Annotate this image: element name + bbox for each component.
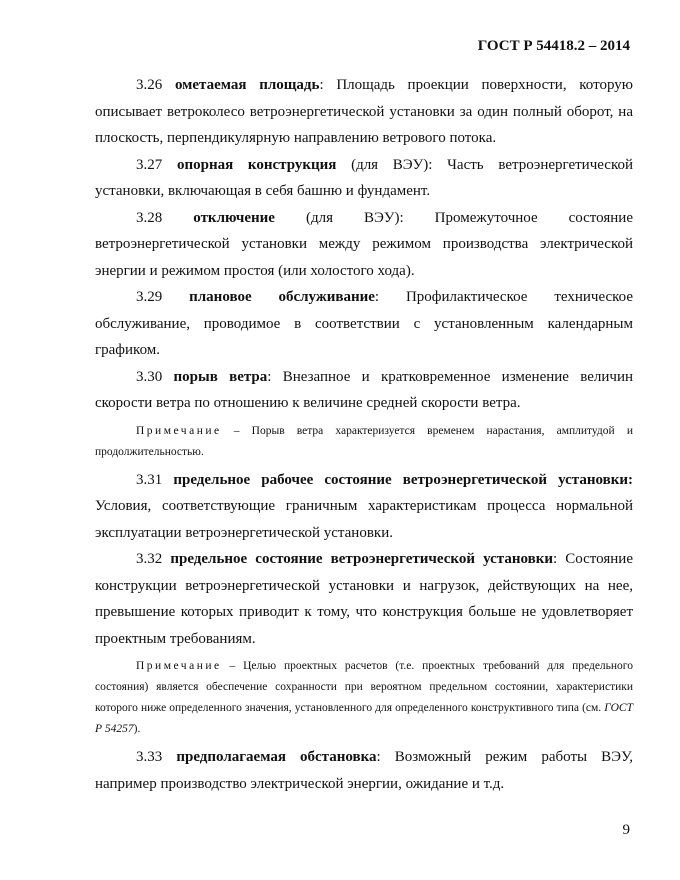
definition-entry [95,467,633,547]
entry-number: 3.31 [136,471,163,488]
entry-text: Внезапное и кратковременное изменение величин скорости ветра по отношению к величине средней скорости ветра. [95,368,633,411]
entry-text: Площадь проекции поверхности, которую описывает ветроколесо ветроэнергетической установки за один полный оборот, на плоскость, перпендикулярную направлению ветрового потока. [95,77,633,146]
entry-number: 3.33 [136,749,163,765]
entry-number: 3.26 [136,77,163,93]
entry-term: отключение [193,209,275,226]
definition-entry [95,546,633,652]
entry-number: 3.29 [136,289,163,305]
entry-number: 3.28 [136,209,163,226]
entry-number: 3.27 [136,156,163,173]
definition-entry [95,364,633,417]
entry-text: Профилактическое техническое обслуживание, проводимое в соответствии с установленным календарным графиком. [95,289,633,358]
entry-term: плановое обслуживание [189,289,375,305]
note-tail: ). [133,723,141,735]
definition-entry [95,744,633,797]
standard-reference: ГОСТ Р 54257 [95,702,633,735]
entry-term: ометаемая площадь [174,77,320,93]
definition-entry [95,205,633,285]
entry-separator: : [374,289,380,305]
definition-entry [95,152,633,205]
note-label: Примечание [136,424,222,437]
entry-text: (для ВЭУ): Часть ветроэнергетической установки, включающая в себя башню и фундамент. [95,156,633,199]
entry-text: Условия, соответствующие граничным характеристикам процесса нормальной эксплуатации ветроэнергетической установки. [95,498,633,541]
entry-text: (для ВЭУ): Промежуточное состояние ветроэнергетической установки между режимом производства электрической энергии и режимом простоя (или холостого хода). [95,209,633,279]
entry-term: порыв ветра [173,368,268,385]
entry-term: предполагаемая обстановка [176,749,377,765]
note [95,421,633,463]
document-header: ГОСТ Р 54418.2 – 2014 [477,38,630,54]
definition-entry [95,72,633,152]
entry-separator: : [552,551,558,567]
page-number: 9 [622,822,630,838]
note-text: – Целью проектных расчетов (т.е. проектных требований для предельного состояния) является обеспечение сохранности при вероятном предельном состоянии, характеристики которого ниже определенного значения, установленного для определенного конструктивного типа (см. [95,660,633,714]
note-text: – Порыв ветра характеризуется временем нарастания, амплитудой и продолжительностью. [95,424,633,458]
definition-entry [95,284,633,364]
entry-separator: : [319,77,324,93]
entry-text: Состояние конструкции ветроэнергетической установки и нагрузок, действующих на нее, превышение которых приводит к тому, что конструкция больше не удовлетворяет проектным требованиям. [95,551,633,647]
entry-separator: : [267,368,272,385]
entry-term: опорная конструкция [176,156,337,173]
entry-number: 3.30 [136,368,163,385]
document-body [95,72,633,797]
note [95,656,633,740]
entry-separator: : [376,749,381,765]
entry-text: Возможный режим работы ВЭУ, например производство электрической энергии, ожидание и т.д. [95,749,633,792]
note-label: Примечание [136,660,222,672]
entry-number: 3.32 [136,551,163,567]
entry-term: предельное рабочее состояние ветроэнергетической установки: [173,471,634,488]
entry-term: предельное состояние ветроэнергетической установки [170,551,553,567]
